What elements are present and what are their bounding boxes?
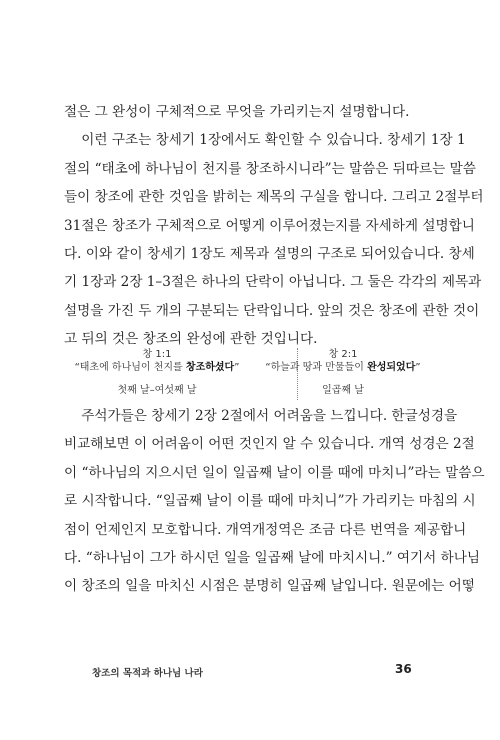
running-footer-title: 창조의 목적과 하나님 나라 [92,668,203,679]
day-range: 첫째 날–여섯째 날 [117,385,197,396]
text-line: 들이 창조에 관한 것임을 밝히는 제목의 구실을 합니다. 그리고 2절부터 [64,189,484,206]
text-line: 설명을 가진 두 개의 구분되는 단락입니다. 앞의 것은 창조에 관한 것이 [64,302,480,319]
text-line: 로 시작합니다. “일곱째 날이 이를 때에 마치니”가 가리키는 마침의 시 [64,493,476,510]
verse-quote [250,361,436,374]
verse-reference: 창 1:1 [142,349,172,360]
quote-emphasis: 완성되었다 [367,362,416,373]
text-line: 고 뒤의 것은 창조의 완성에 관한 것입니다. [64,331,318,348]
quote-close: ” [415,362,421,373]
body-paragraph-1 [64,98,484,354]
comparison-right [250,348,436,397]
text-line: 다. 이와 같이 창세기 1장도 제목과 설명의 구조로 되어있습니다. 창세 [64,246,475,263]
verse-quote [64,361,250,374]
quote-close: ” [234,362,240,373]
quote-text: “태초에 하나님이 천지를 [74,362,186,373]
day-range: 일곱째 날 [322,385,364,396]
text-line: 절은 그 완성이 구체적으로 무엇을 가리키는지 설명합니다. [64,104,410,120]
text-line: 절의 “태초에 하나님이 천지를 창조하시니라”는 말씀은 뒤따르는 말씀 [64,160,476,177]
text-line: 비교해보면 이 어려움이 어떤 것인지 알 수 있습니다. 개역 성경은 2절 [64,436,475,453]
body-paragraph-2 [64,402,485,601]
text-line: 기 1장과 2장 1–3절은 하나의 단락이 아닙니다. 그 둘은 각각의 제목과 [64,274,482,291]
text-line: 이런 구조는 창세기 1장에서도 확인할 수 있습니다. 창세기 1장 1 [64,132,466,149]
page-number: 36 [395,662,412,676]
text-line: 이 창조의 일을 마치신 시점은 분명히 일곱째 날입니다. 원문에는 어떻 [64,578,475,595]
text-line: 주석가들은 창세기 2장 2절에서 어려움을 느낍니다. 한글성경을 [64,408,458,424]
comparison-left [64,348,250,397]
genesis-comparison-box [64,348,436,404]
quote-text: “하늘과 땅과 만물들이 [265,362,368,373]
text-line: 다. “하나님이 그가 하시던 일을 일곱째 날에 마치시니.” 여기서 하나님 [64,550,480,567]
verse-reference: 창 2:1 [328,349,358,360]
text-line: 31절은 창조가 구체적으로 어떻게 이루어졌는지를 자세하게 설명합니 [64,217,475,234]
text-line: 이 “하나님의 지으시던 일이 일곱째 날이 이를 때에 마치니”라는 말씀으 [64,464,485,481]
text-line: 점이 언제인지 모호합니다. 개역개정역은 조금 다른 번역을 제공합니 [64,521,467,538]
quote-emphasis: 창조하셨다 [185,362,235,373]
